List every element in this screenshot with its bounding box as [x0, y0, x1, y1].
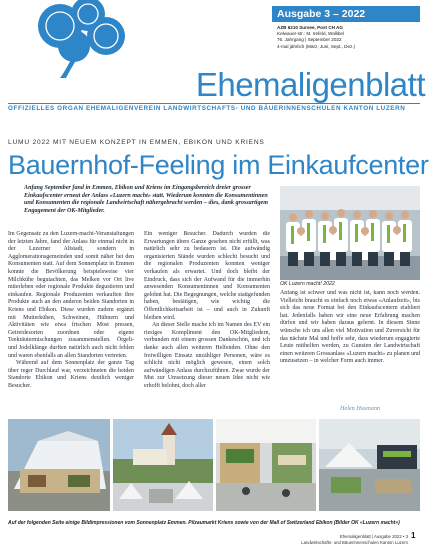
article-column-2 — [144, 231, 270, 409]
photo-strip-caption: Auf der folgenden Seite einige Bildimpressionen vom Sonnenplatz Emmen. Pilzaumarkt Kriens sowie von der Mall of Switzerland Ebikon (Bilder OK «Luzern macht») — [8, 520, 400, 526]
masthead-title: Ehemaligenblatt — [195, 66, 425, 103]
paragraph: Ein weniger Besucher. Dadurch wurden die Erwartungen übers Ganze gesehen nicht erfüllt, was natürlich sehr zu bedauern ist. Die aufwändig organisierten Stände wurden schlecht besucht und die regionalen Produzenten konnten weniger verkaufen als erwartet. Und doch bleibt der Eindruck, dass sich der Aufwand für die immerhin anwesenden Konsumentinnen und Konsumenten gelohnt hat. Die Begegnungen, welche stattgefunden haben, bestätigen, wie wichtig die Öffentlichkeitsarbeit ist – und auch in Zukunft bleiben wird. — [144, 231, 270, 321]
author-byline: Helen Husmann — [340, 405, 381, 412]
article-column-1 — [8, 231, 134, 416]
paragraph: Im Gegensatz zu den Luzern-macht-Veranstaltungen der letzten Jahre, fand der Anlass für einmal nicht in der Luzerner Altstadt, sondern in Agglomerationsgemeinden und somit näher bei den Konsumenten statt. Auf dem Sonnenplatz in Emmen konnte die Bevölkerung beispielsweise vier Milchkühe begutachten, das Melken vor Ort live miterleben oder regionale Produkte degustieren und einkaufen. Regionale Produzenten verkauften ihre Produkte auch an den anderen beiden Standorten in Kriens und Ebikon. Diese wurden zudem ergänzt mit Mutterkühen, Schweinen, Hühnern und Aktivitäten wie etwa frischen Most pressen, Getreidesorten zuordnen oder eigene Teekräutermischungen zusammenstellen. Örgeli- und Jodelklänge durften natürlich auch nicht fehlen und waren ebenfalls an allen Standorten vertreten. — [8, 231, 134, 359]
ok-group-photo — [280, 186, 420, 280]
photo-castle-village — [113, 419, 213, 511]
postal-line: AZB 6210 Sursee, Post CH AG — [277, 25, 343, 30]
paragraph: Anfang ist schwer und was nicht ist, kann noch werden. Vielleicht braucht es einfach noch etwas «Anlaufzeit», bis sich das neue Format bei den Einkaufscentern etabliert hat. Jedenfalls haben wir eine neue Erfahrung machen dürfen und wir haben daraus gelernt. In diesem Sinne wünsche ich uns allen viel Motivation und Zuversicht für das nächste Mal und hoffe sehr, dass wiederum engagierte Leute mithelfen werden, zu Gunsten der Landwirtschaft einen weiteren Grossanlass «Luzern macht» zu planen und umzusetzen – in welcher Form auch immer. — [280, 290, 420, 365]
masthead — [0, 0, 430, 103]
paragraph: An dieser Stelle mache ich im Namen des EV ein riesiges Kompliment den OK-Mitgliedern, verbunden mit einem grossen Dankeschön, und ich danke auch allen weiteren Helfenden. Ohne den freiwilligen Einsatz unzähliger Personen, wäre es schlicht nicht möglich gewesen, einen solch aufwändigen Anlass durchzuführen. Zwar wurde der Mut zur Umsetzung dieser neuen Idee nicht wie erhofft belohnt, doch aller — [144, 322, 270, 389]
article-lead: Anfang September fand in Emmen, Ebikon und Kriens im Eingangsbereich dreier grosser Einkaufscenter erneut der Anlass «Luzern macht» statt. Wiederum konnten die Konsumentinnen und Konsumenten die regionale Landwirtschaft nähergebracht werden – dies, dank grossartigem Engagement der OK-Mitglieder. — [24, 185, 268, 214]
footer-publisher: Landwirtschafts- und Bäuerinnenschulen Kanton Luzern — [301, 539, 408, 545]
masthead-subtitle: OFFIZIELLES ORGAN EHEMALIGENVEREIN LANDWIRTSCHAFTS- UND BÄUERINNENSCHULEN KANTON LUZERN — [8, 105, 406, 112]
article-column-3 — [280, 290, 420, 412]
footer-meta — [230, 534, 408, 545]
photo-tent-emmen — [8, 419, 110, 511]
masthead-rule — [8, 103, 420, 104]
photo-mall-of-switzerland — [319, 419, 420, 511]
frequency-line: 4-mal jährlich (März, Juni, Sept., Dez.) — [277, 43, 356, 49]
editor-line: Kelwauer-str.: M. Irefeld, Wallibel — [277, 31, 344, 37]
clover-logo — [8, 0, 158, 78]
group-photo-caption: OK Luzern macht! 2022 — [280, 281, 335, 287]
page-number: 1 — [411, 531, 416, 540]
issue-box — [272, 6, 420, 68]
volume-line: 76. Jahrgang | September 2022 — [277, 37, 342, 43]
photo-mall-interior — [216, 419, 316, 511]
footer-issue: Ehemaligenblatt | Ausgabe 2022 • 3 — [339, 534, 408, 539]
article-kicker: LUMU 2022 MIT NEUEM KONZEPT IN EMMEN, EBIKON UND KRIENS — [8, 139, 265, 146]
paragraph: Während auf dem Sonnenplatz der ganze Tag über reger Durchlauf war, verzeichneten die beiden Standorte Ebikon und Kriens deutlich weniger Besucher. — [8, 360, 134, 389]
issue-info — [277, 25, 420, 50]
group-photo-illustration — [280, 186, 420, 280]
article-headline: Bauernhof-Feeling im Einkaufcenter — [8, 150, 429, 180]
issue-badge: Ausgabe 3 – 2022 — [272, 6, 420, 22]
